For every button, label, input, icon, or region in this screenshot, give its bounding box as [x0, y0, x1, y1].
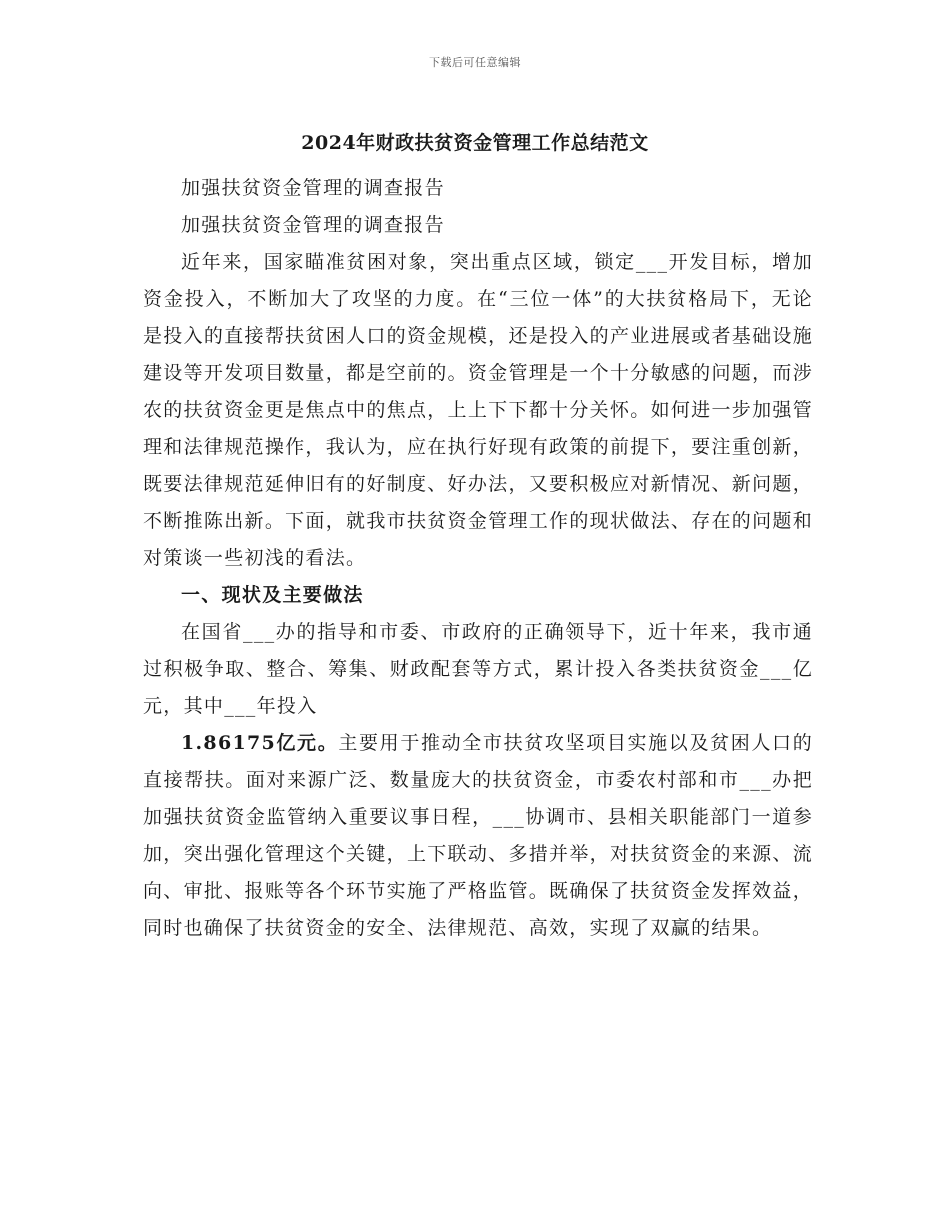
section-1-paragraph-continued: [143, 725, 813, 947]
intro-paragraph: 近年来，国家瞄准贫困对象，突出重点区域，锁定___开发目标，增加资金投入，不断加大了攻坚的力度。在“三位一体”的大扶贫格局下，无论是投入的直接帮扶贫困人口的资金规模，还是投入的产业进展或者基础设施建设等开发项目数量，都是空前的。资金管理是一个十分敏感的问题，而涉农的扶贫资金更是焦点中的焦点，上上下下都十分关怀。如何进一步加强管理和法律规范操作，我认为，应在执行好现有政策的前提下，要注重创新，既要法律规范延伸旧有的好制度、好办法，又要积极应对新情况、新问题，不断推陈出新。下面，就我市扶贫资金管理工作的现状做法、存在的问题和对策谈一些初浅的看法。: [143, 251, 813, 569]
subtitle-line-1: 加强扶贫资金管理的调查报告: [181, 177, 445, 199]
document-title: 2024年财政扶贫资金管理工作总结范文: [301, 132, 649, 154]
section-1-paragraph: 在国省___办的指导和市委、市政府的正确领导下，近十年来，我市通过积极争取、整合、筹集、财政配套等方式，累计投入各类扶贫资金___亿元，其中___年投入: [143, 621, 813, 717]
document-body: [143, 170, 813, 947]
section-1-heading: 一、现状及主要做法: [181, 584, 364, 606]
investment-amount: 1.86175亿元。: [181, 732, 339, 754]
header-note: 下载后可任意编辑: [429, 56, 521, 69]
section-1-continued-text: 主要用于推动全市扶贫攻坚项目实施以及贫困人口的直接帮扶。面对来源广泛、数量庞大的扶贫资金，市委农村部和市___办把加强扶贫资金监管纳入重要议事日程，___协调市、县相关职能部门一道参加，突出强化管理这个关键，上下联动、多措并举，对扶贫资金的来源、流向、审批、报账等各个环节实施了严格监管。既确保了扶贫资金发挥效益，同时也确保了扶贫资金的安全、法律规范、高效，实现了双赢的结果。: [143, 732, 814, 939]
subtitle-line-2: 加强扶贫资金管理的调查报告: [181, 214, 445, 236]
